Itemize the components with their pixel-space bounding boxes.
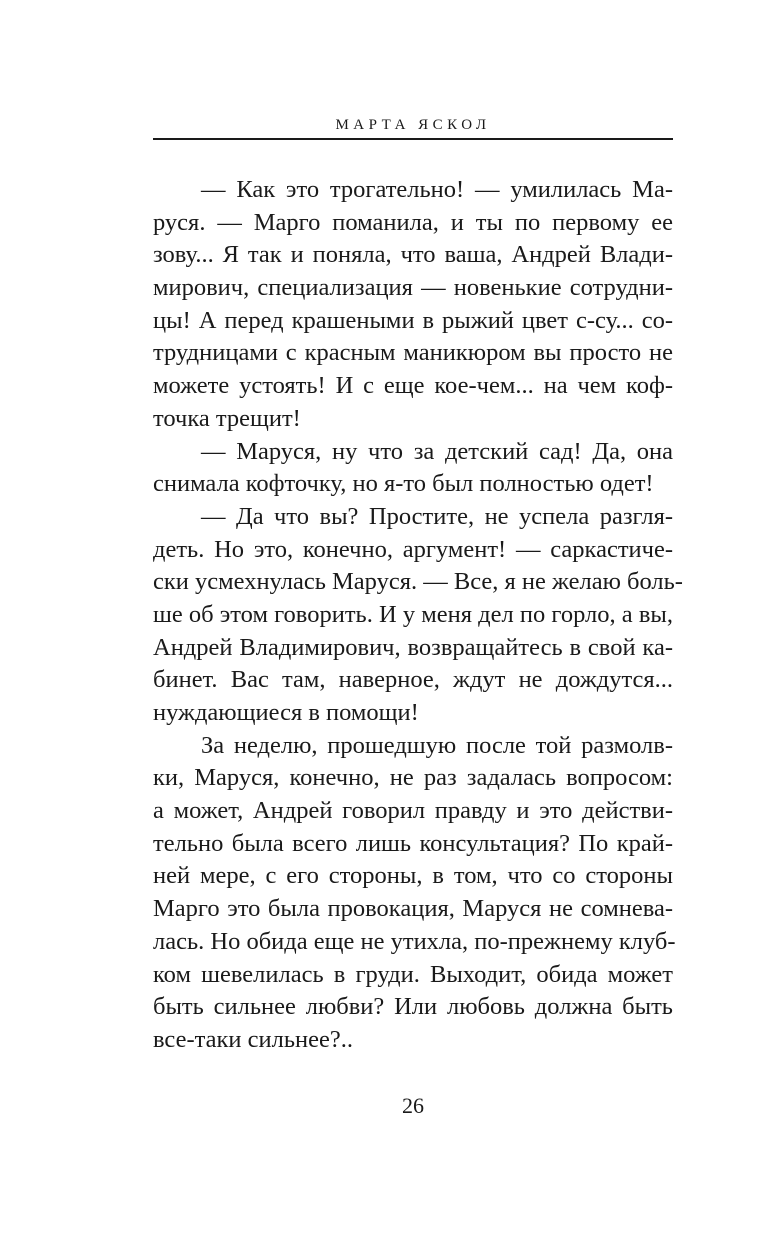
- body-text: [153, 174, 683, 1057]
- page-number: 26: [402, 1093, 424, 1118]
- text-line: тельно была всего лишь консультация? По край-: [153, 829, 673, 857]
- text-line: трудницами с красным маникюром вы просто не: [153, 339, 673, 367]
- text-line: мирович, специализация — новенькие сотрудни-: [153, 274, 673, 302]
- text-line: а может, Андрей говорил правду и это действи-: [153, 797, 673, 825]
- text-line: ки, Маруся, конечно, не раз задалась вопросом:: [153, 764, 673, 792]
- text-line: — Как это трогательно! — умилилась Ма-: [201, 176, 673, 203]
- text-line: цы! А перед крашеными в рыжий цвет с-су... со-: [153, 306, 673, 334]
- text-line: бинет. Вас там, наверное, ждут не дождутся...: [153, 666, 673, 694]
- text-line: Андрей Владимирович, возвращайтесь в свой ка-: [153, 633, 673, 661]
- text-line: все-таки сильнее?..: [153, 1025, 354, 1053]
- header-rule: [153, 138, 673, 140]
- text-line: быть сильнее любви? Или любовь должна быть: [153, 993, 673, 1021]
- text-line: руся. — Марго поманила, и ты по первому ее: [153, 208, 673, 236]
- text-line: ней мере, с его стороны, в том, что со стороны: [153, 862, 673, 890]
- running-head: МАРТА ЯСКОЛ: [335, 117, 491, 133]
- text-line: Марго это была провокация, Маруся не сомнева-: [153, 895, 673, 923]
- text-line: За неделю, прошедшую после той размолв-: [201, 731, 673, 759]
- text-line: деть. Но это, конечно, аргумент! — саркастиче-: [153, 535, 673, 563]
- text-line: зову... Я так и поняла, что ваша, Андрей Влади-: [153, 241, 673, 269]
- text-line: снимала кофточку, но я-то был полностью одет!: [153, 470, 654, 498]
- text-line: — Маруся, ну что за детский сад! Да, она: [201, 437, 673, 465]
- text-line: лась. Но обида еще не утихла, по-прежнему клуб-: [153, 927, 676, 955]
- text-line: можете устоять! И с еще кое-чем... на чем коф-: [153, 372, 673, 400]
- text-line: ски усмехнулась Маруся. — Все, я не желаю боль-: [153, 568, 683, 596]
- text-line: ше об этом говорить. И у меня дел по горло, а вы,: [153, 600, 673, 628]
- text-line: ком шевелилась в груди. Выходит, обида может: [153, 960, 673, 988]
- text-line: нуждающиеся в помощи!: [153, 699, 419, 726]
- text-line: — Да что вы? Простите, не успела разгля-: [201, 502, 673, 530]
- text-line: точка трещит!: [153, 404, 301, 432]
